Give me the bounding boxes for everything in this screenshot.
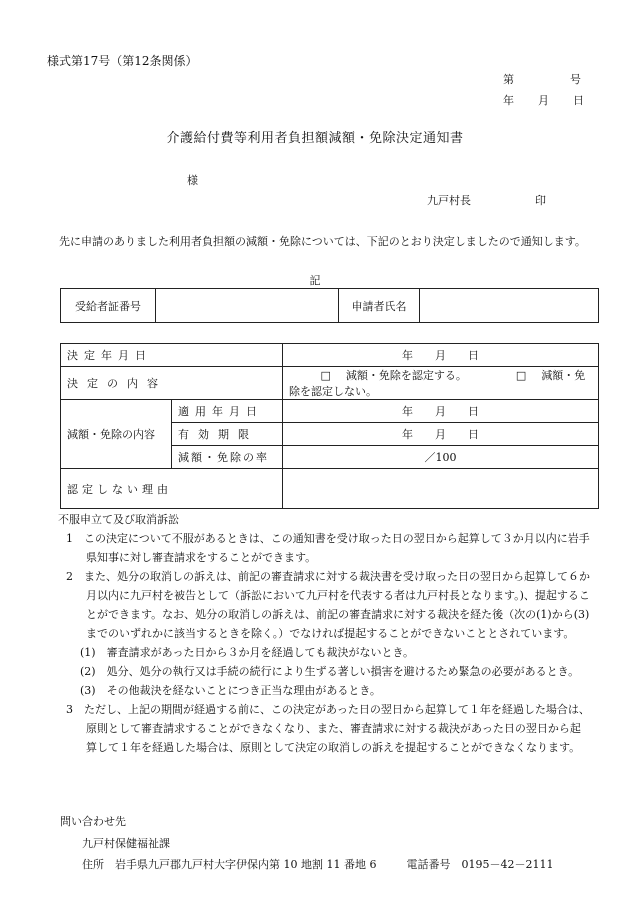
decision-content-options	[283, 367, 599, 400]
note-sub-2: (2) 処分、処分の執行又は手続の続行により生ずる著しい損害を避けるため緊急の必要があるとき。	[80, 665, 580, 678]
recipient-info-table	[60, 288, 599, 323]
reduction-content-label: 減額・免除の内容	[61, 400, 172, 469]
contact-phone: 電話番号 0195－42－2111	[406, 858, 554, 871]
ki-label: 記	[309, 274, 321, 287]
note-sub-3: (3) その他裁決を経ないことにつき正当な理由があるとき。	[80, 684, 381, 697]
date-day: 日	[573, 94, 584, 107]
notes-heading: 不服申立て及び取消訴訟	[58, 513, 179, 526]
date-year: 年	[503, 94, 514, 107]
contact-address: 住所 岩手県九戸郡九戸村大字伊保内第 10 地割 11 番地 6	[82, 858, 377, 871]
issuer-name: 九戸村長	[427, 194, 471, 207]
rejection-reason-field[interactable]	[283, 469, 599, 509]
contact-department: 九戸村保健福祉課	[82, 837, 170, 850]
seal-mark: 印	[535, 194, 546, 207]
document-number	[503, 71, 581, 87]
apply-date-label: 適用年月日	[172, 400, 283, 423]
contact-address-line	[82, 856, 553, 872]
reject-option-label: 減額・免除を認定しない。	[289, 369, 586, 398]
reduction-rate-label: 減額・免除の率	[172, 446, 283, 469]
decision-date-value[interactable]: 年 月 日	[283, 344, 599, 367]
reduction-rate-value[interactable]: ／100	[283, 446, 599, 469]
decision-table	[60, 343, 599, 509]
applicant-name-field[interactable]	[420, 289, 599, 323]
cert-number-label: 受給者証番号	[61, 289, 156, 323]
document-date	[503, 92, 584, 108]
decision-content-label: 決定の内容	[61, 367, 283, 400]
rejection-reason-label: 認定しない理由	[61, 469, 283, 509]
applicant-name-label: 申請者氏名	[339, 289, 420, 323]
appeal-notes	[60, 510, 590, 757]
date-month: 月	[538, 94, 549, 107]
note-item-3: 3 ただし、上記の期間が経過する前に、この決定があった日の翌日から起算して１年を経過した場合は、原則として審査請求することができなくなり、また、審査請求に対する裁決があった日の翌日から起算して１年を経過した場合は、原則として決定の取消しの訴えを提起することができなくなります。	[66, 703, 590, 754]
approve-option-label: 減額・免除を認定する。	[345, 369, 467, 382]
note-sub-1: (1) 審査請求があった日から３か月を経過しても裁決がないとき。	[80, 646, 415, 659]
issuer-line	[427, 192, 546, 208]
note-item-1: 1 この決定について不服があるときは、この通知書を受け取った日の翌日から起算して３か月以内に岩手県知事に対し審査請求をすることができます。	[66, 532, 590, 564]
reject-checkbox[interactable]: □	[515, 369, 527, 382]
valid-period-label: 有効期限	[172, 423, 283, 446]
intro-paragraph: 先に申請のありました利用者負担額の減額・免除については、下記のとおり決定しましたので通知します。	[59, 235, 586, 248]
apply-date-value[interactable]: 年 月 日	[283, 400, 599, 423]
approve-checkbox[interactable]: □	[320, 369, 331, 382]
document-title: 介護給付費等利用者負担額減額・免除決定通知書	[166, 131, 464, 146]
recipient-suffix: 様	[187, 174, 198, 187]
valid-period-value[interactable]: 年 月 日	[283, 423, 599, 446]
number-suffix: 号	[570, 73, 581, 86]
number-prefix: 第	[503, 73, 514, 86]
cert-number-field[interactable]	[156, 289, 339, 323]
decision-date-label: 決定年月日	[61, 344, 283, 367]
note-item-2: 2 また、処分の取消しの訴えは、前記の審査請求に対する裁決書を受け取った日の翌日から起算して６か月以内に九戸村を被告として（訴訟において九戸村を代表する者は九戸村長となります。)、提起することができます。なお、処分の取消しの訴えは、前記の審査請求に対する裁決を経た後（次の(1)から(3)までのいずれかに該当するときを除く。）でなければ提起することができないこととされています。	[66, 570, 590, 640]
contact-heading: 問い合わせ先	[60, 815, 126, 828]
form-number-label: 様式第17号（第12条関係）	[47, 54, 198, 68]
